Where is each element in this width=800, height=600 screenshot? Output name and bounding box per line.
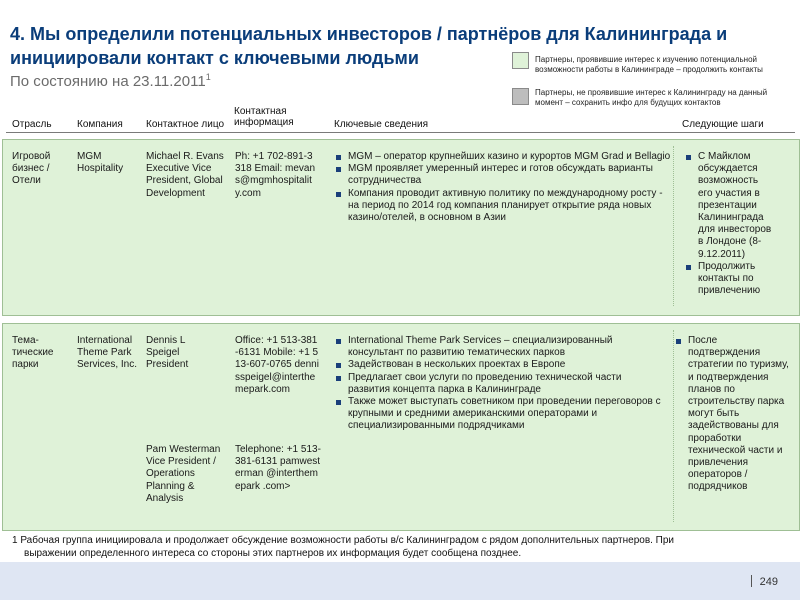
- row-mgm-next-list: [684, 151, 774, 297]
- row-mgm-key-list: [334, 151, 672, 224]
- footnote-line-2: выражении определенного интереса со стороны этих партнеров их информация будет сообщена позднее.: [24, 548, 522, 559]
- legend-swatch-green: [512, 52, 529, 69]
- column-divider: [673, 146, 674, 306]
- row-itps-info-2: Telephone: +1 513-381-6131 pamwesterman @interthemepark .com>: [235, 444, 321, 492]
- header-next: Следующие шаги: [682, 119, 764, 130]
- header-contact: Контактное лицо: [146, 119, 225, 130]
- row-itps-key-item: International Theme Park Services – специализированный консультант по развитию тематических парков: [334, 335, 664, 359]
- header-info: Контактная информация: [234, 106, 294, 128]
- row-mgm-next-item: С Майклом обсуждается возможность его участия в презентации Калининграда для инвесторов в Лондоне (8-9.12.2011): [684, 151, 774, 261]
- row-itps-industry: Тема-тические парки: [12, 335, 54, 371]
- row-mgm-key-item: Компания проводит активную политику по международному росту - на период по 2014 год компания планирует открытие ряда новых казино/отелей, в основном в Азии: [334, 188, 672, 225]
- header-industry: Отрасль: [12, 119, 52, 130]
- row-mgm-next-item: Продолжить контакты по привлечению: [684, 261, 774, 298]
- legend-text-grey: Партнеры, не проявившие интерес к Калининграду на данный момент – сохранить инфо для будущих контактов: [535, 88, 768, 107]
- header-key: Ключевые сведения: [334, 119, 429, 130]
- header-company: Компания: [77, 119, 123, 130]
- header-divider: [6, 132, 795, 133]
- legend-swatch-grey: [512, 88, 529, 105]
- row-mgm-company: MGM Hospitality: [77, 151, 124, 175]
- row-mgm-info: Ph: +1 702-891-3318 Email: mevans@mgmhospitality.com: [235, 151, 316, 199]
- row-mgm-key-item: MGM проявляет умеренный интерес и готов обсуждать варианты сотрудничества: [334, 163, 672, 187]
- row-mgm-contact: Michael R. Evans Executive Vice President, Global Development: [146, 151, 224, 199]
- row-itps-info: Office: +1 513-381-6131 Mobile: +1 513-607-0765 dennisspeigel@interthemepark.com: [235, 335, 319, 395]
- footnote: [12, 534, 792, 560]
- row-itps-next-list: [674, 335, 790, 494]
- row-itps-company: International Theme Park Services, Inc.: [77, 335, 138, 371]
- subtitle-footnote-ref: 1: [205, 72, 211, 82]
- row-itps-contact: Dennis L Speigel President: [146, 335, 189, 371]
- row-itps-key-item: Также может выступать советником при проведении переговоров с крупными и средними американскими операторами и специализированными подрядчиками: [334, 396, 664, 433]
- slide-subtitle: По состоянию на 23.11.2011$^1$: [10, 72, 211, 90]
- row-itps-next-item: После подтверждения стратегии по туризму, и подтверждения планов по строительству парка могут быть задействованы для проработки технической части и привлечения операторов / подрядчиков: [674, 335, 790, 494]
- row-itps-contact-2: Pam Westerman Vice President / Operations Planning & Analysis: [146, 444, 221, 504]
- row-mgm-key-item: MGM – оператор крупнейших казино и курортов MGM Grad и Bellagio: [334, 151, 672, 163]
- legend-text-green: Партнеры, проявившие интерес к изучению потенциальной возможности работы в Калининграде – продолжить контакты: [535, 55, 763, 74]
- footer-band: [0, 562, 800, 600]
- row-itps-key-item: Задействован в нескольких проектах в Европе: [334, 359, 664, 371]
- footnote-line-1: 1 Рабочая группа инициировала и продолжает обсуждение возможности работы в/с Калининградом с рядом дополнительных партнеров. При: [12, 535, 675, 546]
- page-number: 249: [751, 575, 778, 588]
- slide-title: 4. Мы определили потенциальных инвесторов / партнёров для Калининграда и инициировали контакт с ключевыми людьми: [10, 24, 728, 68]
- row-itps-key-item: Предлагает свои услуги по проведению технической части развития концепта парка в Калининграде: [334, 372, 664, 396]
- row-mgm-industry: Игровой бизнес / Отели: [12, 151, 51, 187]
- row-itps-key-list: [334, 335, 664, 433]
